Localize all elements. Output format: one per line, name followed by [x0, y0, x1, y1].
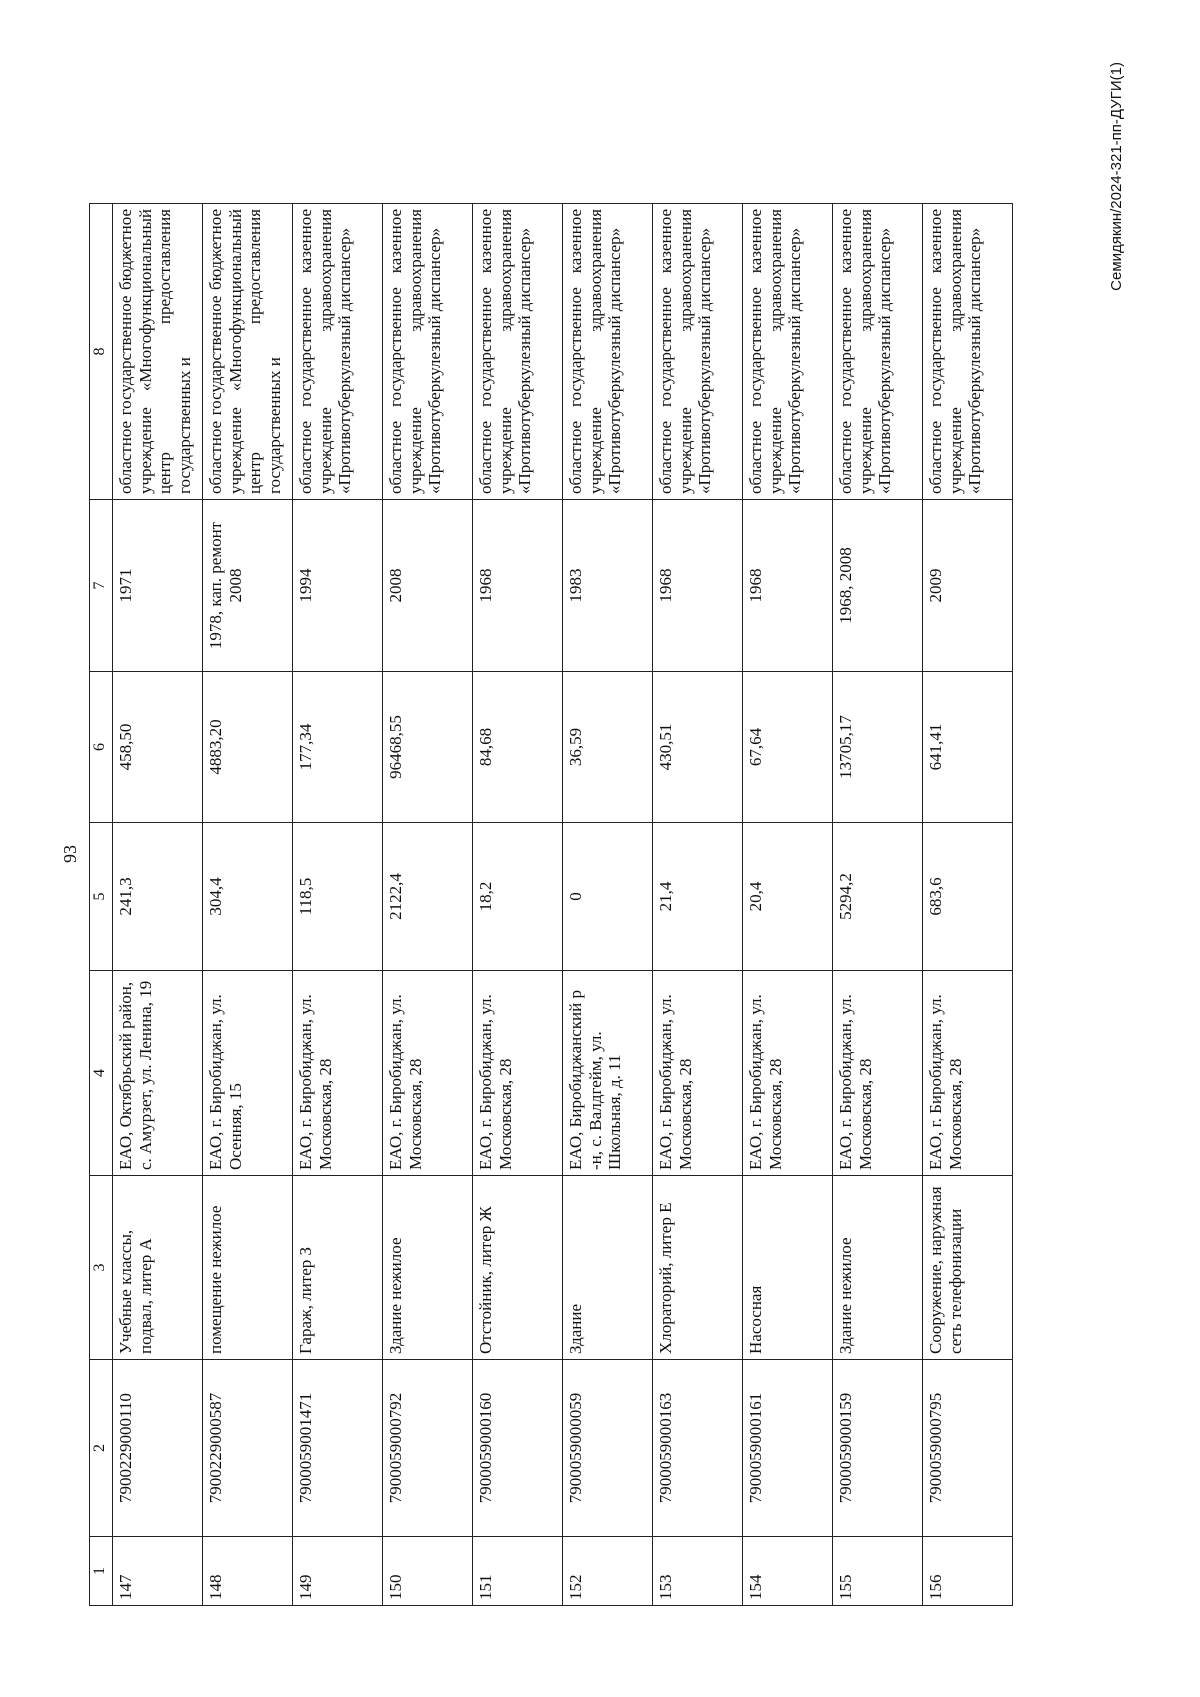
object-name: Хлораторий, литер Е [653, 1176, 743, 1360]
registry-code: 7900059000159 [833, 1360, 923, 1537]
object-address: ЕАО, г. Биробиджан, ул. Московская, 28 [653, 971, 743, 1176]
registry-code: 7900059001471 [293, 1360, 383, 1537]
object-value: 430,51 [653, 672, 743, 823]
holder-organization: областное государственное бюджетное учреждение «Многофункциональный центр предоставления государственных и [203, 204, 293, 500]
document-footer: Семидякин/2024-321-пп-ДУГИ(1) [1108, 62, 1125, 291]
table-row [203, 204, 293, 1606]
object-name: Здание нежилое [383, 1176, 473, 1360]
object-value: 4883,20 [203, 672, 293, 823]
object-year: 2008 [383, 500, 473, 672]
table-row [653, 204, 743, 1606]
registry-code: 7900059000059 [563, 1360, 653, 1537]
header-cell: 5 [90, 823, 113, 971]
object-year: 1978, кап. ремонт 2008 [203, 500, 293, 672]
holder-organization: областное государственное бюджетное учреждение «Многофункциональный центр предоставления государственных и [113, 204, 203, 500]
object-area: 0 [563, 823, 653, 971]
object-year: 1971 [113, 500, 203, 672]
object-area: 304,4 [203, 823, 293, 971]
registry-code: 7900229000110 [113, 1360, 203, 1537]
object-year: 1994 [293, 500, 383, 672]
holder-organization: областное государственное казенное учреждение здравоохранения «Противотуберкулезный диспансер» [293, 204, 383, 500]
header-cell: 1 [90, 1537, 113, 1606]
object-address: ЕАО, г. Биробиджан, ул. Московская, 28 [923, 971, 1013, 1176]
table-row [473, 204, 563, 1606]
holder-organization: областное государственное казенное учреждение здравоохранения «Противотуберкулезный диспансер» [923, 204, 1013, 500]
table-row [833, 204, 923, 1606]
row-number: 150 [383, 1537, 473, 1606]
table-row [923, 204, 1013, 1606]
row-number: 155 [833, 1537, 923, 1606]
object-area: 5294,2 [833, 823, 923, 971]
header-cell: 8 [90, 204, 113, 500]
holder-organization: областное государственное казенное учреждение здравоохранения «Противотуберкулезный диспансер» [383, 204, 473, 500]
object-area: 20,4 [743, 823, 833, 971]
object-address: ЕАО, г. Биробиджан, ул. Московская, 28 [473, 971, 563, 1176]
page-number: 93 [60, 845, 80, 863]
registry-code: 7900229000587 [203, 1360, 293, 1537]
object-value: 84,68 [473, 672, 563, 823]
object-name: помещение нежилое [203, 1176, 293, 1360]
row-number: 151 [473, 1537, 563, 1606]
registry-code: 7900059000163 [653, 1360, 743, 1537]
header-cell: 2 [90, 1360, 113, 1537]
object-year: 1983 [563, 500, 653, 672]
object-value: 96468,55 [383, 672, 473, 823]
object-address: ЕАО, г. Биробиджан, ул. Осенняя, 15 [203, 971, 293, 1176]
row-number: 153 [653, 1537, 743, 1606]
header-cell: 7 [90, 500, 113, 672]
object-area: 21,4 [653, 823, 743, 971]
row-number: 154 [743, 1537, 833, 1606]
object-year: 1968 [473, 500, 563, 672]
holder-organization: областное государственное казенное учреждение здравоохранения «Противотуберкулезный диспансер» [473, 204, 563, 500]
object-name: Здание нежилое [833, 1176, 923, 1360]
object-year: 1968, 2008 [833, 500, 923, 672]
object-year: 2009 [923, 500, 1013, 672]
header-cell: 4 [90, 971, 113, 1176]
row-number: 149 [293, 1537, 383, 1606]
object-name: Сооружение, наружная сеть телефонизации [923, 1176, 1013, 1360]
object-value: 641,41 [923, 672, 1013, 823]
object-address: ЕАО, г. Биробиджан, ул. Московская, 28 [833, 971, 923, 1176]
object-area: 2122,4 [383, 823, 473, 971]
object-address: ЕАО, г. Биробиджан, ул. Московская, 28 [743, 971, 833, 1176]
header-cell: 3 [90, 1176, 113, 1360]
object-name: Учебные классы, подвал, литер А [113, 1176, 203, 1360]
table-row [113, 204, 203, 1606]
object-value: 67,64 [743, 672, 833, 823]
holder-organization: областное государственное казенное учреждение здравоохранения «Противотуберкулезный диспансер» [653, 204, 743, 500]
object-area: 241,3 [113, 823, 203, 971]
header-row [90, 204, 113, 1606]
property-table [89, 203, 1013, 1606]
object-value: 458,50 [113, 672, 203, 823]
holder-organization: областное государственное казенное учреждение здравоохранения «Противотуберкулезный диспансер» [743, 204, 833, 500]
object-address: ЕАО, г. Биробиджан, ул. Московская, 28 [293, 971, 383, 1176]
row-number: 147 [113, 1537, 203, 1606]
object-value: 13705,17 [833, 672, 923, 823]
registry-code: 7900059000160 [473, 1360, 563, 1537]
holder-organization: областное государственное казенное учреждение здравоохранения «Противотуберкулезный диспансер» [563, 204, 653, 500]
object-area: 18,2 [473, 823, 563, 971]
object-address: ЕАО, Биробиджанский р -н, с. Валдгейм, ул. Школьная, д. 11 [563, 971, 653, 1176]
object-address: ЕАО, Октябрьский район, с. Амурзет, ул. Ленина, 19 [113, 971, 203, 1176]
table-row [563, 204, 653, 1606]
object-address: ЕАО, г. Биробиджан, ул. Московская, 28 [383, 971, 473, 1176]
registry-code: 7900059000795 [923, 1360, 1013, 1537]
object-name: Насосная [743, 1176, 833, 1360]
table-row [743, 204, 833, 1606]
object-value: 177,34 [293, 672, 383, 823]
row-number: 148 [203, 1537, 293, 1606]
object-name: Гараж, литер З [293, 1176, 383, 1360]
table-row [383, 204, 473, 1606]
object-name: Отстойник, литер Ж [473, 1176, 563, 1360]
object-year: 1968 [743, 500, 833, 672]
object-area: 683,6 [923, 823, 1013, 971]
header-cell: 6 [90, 672, 113, 823]
object-name: Здание [563, 1176, 653, 1360]
object-year: 1968 [653, 500, 743, 672]
registry-code: 7900059000161 [743, 1360, 833, 1537]
registry-code: 7900059000792 [383, 1360, 473, 1537]
row-number: 152 [563, 1537, 653, 1606]
row-number: 156 [923, 1537, 1013, 1606]
table-row [293, 204, 383, 1606]
object-area: 118,5 [293, 823, 383, 971]
holder-organization: областное государственное казенное учреждение здравоохранения «Противотуберкулезный диспансер» [833, 204, 923, 500]
object-value: 36,59 [563, 672, 653, 823]
